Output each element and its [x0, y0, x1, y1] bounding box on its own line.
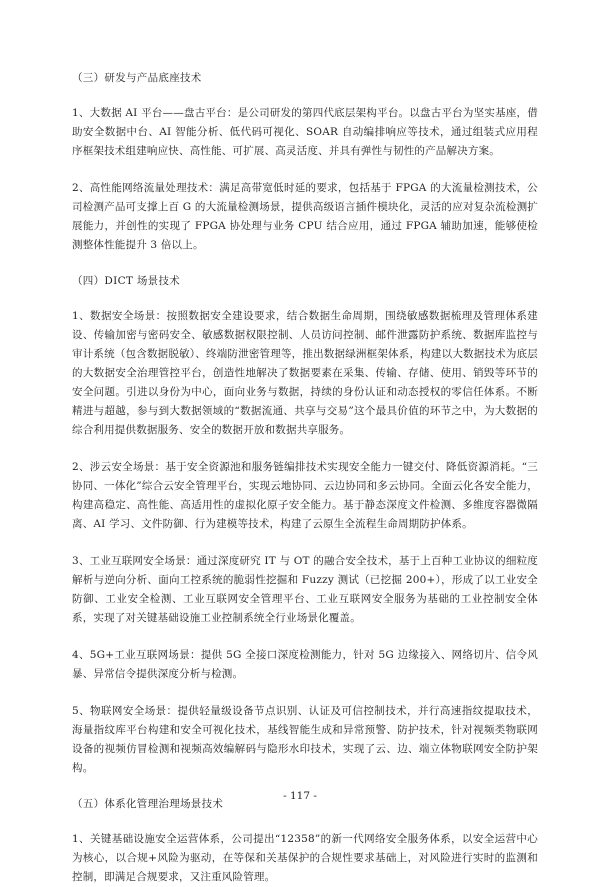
page-number: - 117 -	[283, 790, 317, 802]
section-title: （三）研发与产品底座技术	[72, 72, 202, 84]
document-body	[72, 70, 538, 887]
section-title: （五）体系化管理治理场景技术	[72, 798, 224, 810]
paragraph: 3、工业互联网安全场景：通过深度研究 IT 与 OT 的融合安全技术，基于上百种工业协议的细粒度解析与逆向分析、面向工控系统的脆弱性挖掘和 Fuzzy 测试（已挖掘 200+），形成了以工业安全防御、工业安全检测、工业互联网安全管理平台、工业互联网安全服务为基础的工业控制安全体系，实现了对关键基础设施工业控制系统全行业场景化覆盖。	[72, 555, 538, 624]
paragraph: 4、5G+工业互联网场景：提供 5G 全接口深度检测能力，针对 5G 边缘接入、网络切片、信令风暴、异常信令提供深度分析与检测。	[72, 649, 538, 680]
section-title: （四）DICT 场景技术	[72, 275, 181, 287]
paragraph: 2、涉云安全场景：基于安全资源池和服务链编排技术实现安全能力一键交付、降低资源消耗。“三协同、一体化”综合云安全管理平台，实现云地协同、云边协同和多云协同。全面云化各安全能力，构建高稳定、高性能、高适用性的虚拟化原子安全能力。基于静态深度文件检测、多维度容器微隔离、AI 学习、文件防御、行为建模等技术，构建了云原生全流程生命周期防护体系。	[72, 461, 538, 530]
paragraph: 2、高性能网络流量处理技术：满足高带宽低时延的要求，包括基于 FPGA 的大流量检测技术，公司检测产品可支撑上百 G 的大流量检测场景，提供高级语言插件模块化，灵活的应对复杂流检测扩展能力，并创性的实现了 FPGA 协处理与业务 CPU 结合应用，通过 FPGA 辅助加速，能够使检测整体性能提升 3 倍以上。	[72, 182, 538, 251]
paragraph: 1、数据安全场景：按照数据安全建设要求，结合数据生命周期，围绕敏感数据梳理及管理体系建设、传输加密与密码安全、敏感数据权限控制、人员访问控制、邮件泄露防护系统、数据库监控与审计系统（包含数据脱敏）、终端防泄密管理等，推出数据绿洲框架体系，构建以大数据技术为底层的大数据安全治理管控平台，创造性地解决了数据要素在采集、传输、存储、使用、销毁等环节的安全问题。引进以身份为中心，面向业务与数据，持续的身份认证和动态授权的零信任体系。不断精进与超越，参与到大数据领域的“数据流通、共享与交易”这个最具价值的环节之中，为大数据的综合利用提供数据服务、安全的数据开放和数据共享服务。	[72, 310, 538, 436]
paragraph: 5、物联网安全场景：提供轻量级设备节点识别、认证及可信控制技术，并行高速指纹提取技术，海量指纹库平台构建和安全可视化技术，基线智能生成和异常预警、防护技术，针对视频类物联网设备的视频仿冒检测和视频高效编解码与隐形水印技术，实现了云、边、端立体物联网安全防护架构。	[72, 705, 538, 774]
paragraph: 1、大数据 AI 平台——盘古平台：是公司研发的第四代底层架构平台。以盘古平台为坚实基座，借助安全数据中台、AI 智能分析、低代码可视化、SOAR 自动编排响应等技术，通过组装式应用程序框架技术组建响应快、高性能、可扩展、高灵活度、并具有弹性与韧性的产品解决方案。	[72, 107, 538, 157]
paragraph: 1、关键基础设施安全运营体系，公司提出“12358”的新一代网络安全服务体系，以安全运营中心为核心，以合规+风险为驱动，在等保和关基保护的合规性要求基础上，对风险进行实时的监测和控制，即满足合规要求，又注重风险管理。	[72, 833, 538, 883]
